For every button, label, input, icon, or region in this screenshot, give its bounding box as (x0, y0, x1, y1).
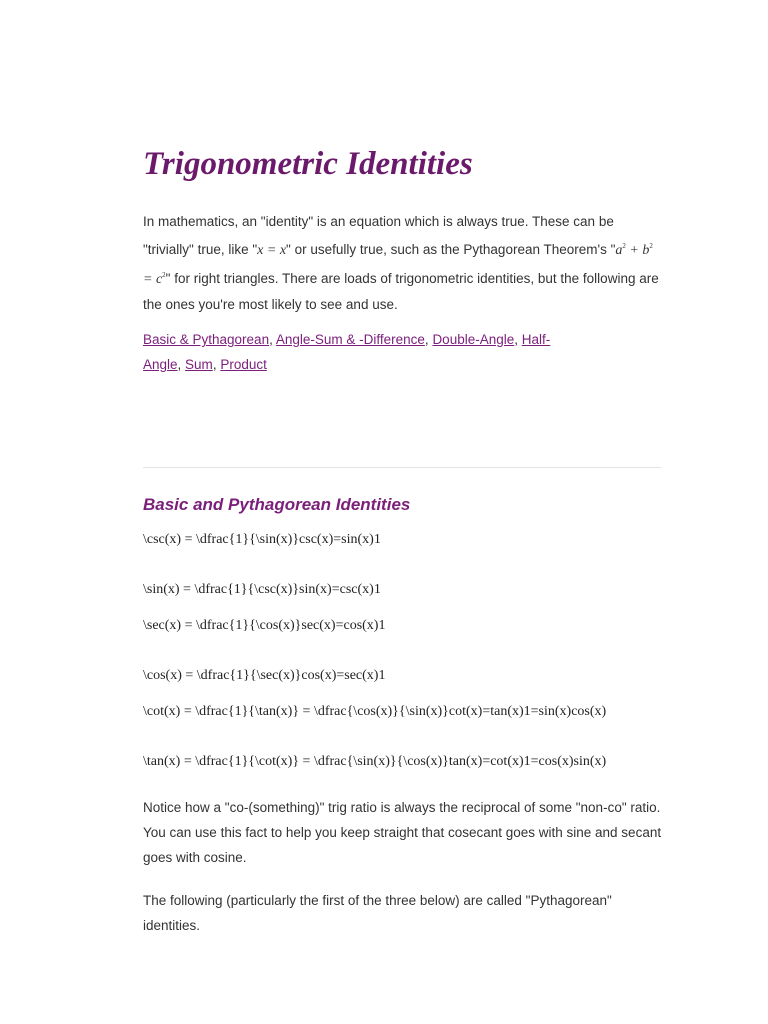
section-links (143, 327, 553, 377)
formula-cot: \cot(x) = \dfrac{1}{\tan(x)} = \dfrac{\cos(x)}{\sin(x)}cot(x)=tan(x)1=sin(x)cos(x) (143, 704, 607, 719)
formula-csc: \csc(x) = \dfrac{1}{\sin(x)}csc(x)=sin(x)1 (143, 532, 381, 547)
link-double-angle[interactable]: Double-Angle (432, 332, 515, 347)
link-angle-sum-difference[interactable]: Angle-Sum & -Difference (275, 332, 425, 347)
math-plus: + (625, 243, 643, 258)
link-product[interactable]: Product (220, 357, 267, 372)
math-a: a (615, 243, 623, 258)
intro-text-2: " or usefully true, such as the Pythagorean Theorem's " (286, 242, 616, 257)
section-title-basic-pythagorean: Basic and Pythagorean Identities (143, 495, 411, 514)
section-divider (143, 467, 661, 468)
formula-tan: \tan(x) = \dfrac{1}{\cot(x)} = \dfrac{\sin(x)}{\cos(x)}tan(x)=cot(x)1=cos(x)sin(x) (143, 754, 607, 769)
intro-text-3: " for right triangles. There are loads of trigonometric identities, but the following are the ones you're most likely to see and use. (143, 271, 659, 312)
link-separator: , (424, 332, 433, 347)
math-sup-c: 2 (162, 271, 166, 279)
math-equals: = (143, 272, 156, 287)
link-separator: , (212, 357, 221, 372)
page-title: Trigonometric Identities (143, 146, 473, 182)
link-separator: , (177, 357, 186, 372)
intro-text-1: In mathematics, an "identity" is an equation which is always true. These can be "trivially" true, like " (143, 214, 614, 257)
formula-sin: \sin(x) = \dfrac{1}{\csc(x)}sin(x)=csc(x)1 (143, 582, 381, 597)
math-trivial-identity: x = x (257, 243, 287, 258)
math-sup-a: 2 (622, 242, 626, 250)
paragraph-pythagorean-intro: The following (particularly the first of the three below) are called "Pythagorean" identities. (143, 893, 612, 933)
math-b: b (642, 243, 650, 258)
intro-paragraph (143, 209, 661, 317)
math-sup-b: 2 (649, 242, 653, 250)
link-half-angle[interactable]: Half-Angle (143, 332, 551, 372)
link-sum[interactable]: Sum (185, 357, 213, 372)
formula-cos: \cos(x) = \dfrac{1}{\sec(x)}cos(x)=sec(x)1 (143, 668, 386, 683)
link-separator: , (514, 332, 522, 347)
formula-sec: \sec(x) = \dfrac{1}{\cos(x)}sec(x)=cos(x)1 (143, 618, 386, 633)
paragraph-reciprocal-note: Notice how a "co-(something)" trig ratio is always the reciprocal of some "non-co" ratio. You can use this fact to help you keep straight that cosecant goes with sine and secant goes with cosine. (143, 800, 662, 865)
link-basic-pythagorean[interactable]: Basic & Pythagorean (143, 332, 270, 347)
link-separator: , (269, 332, 276, 347)
math-c: c (155, 272, 163, 287)
